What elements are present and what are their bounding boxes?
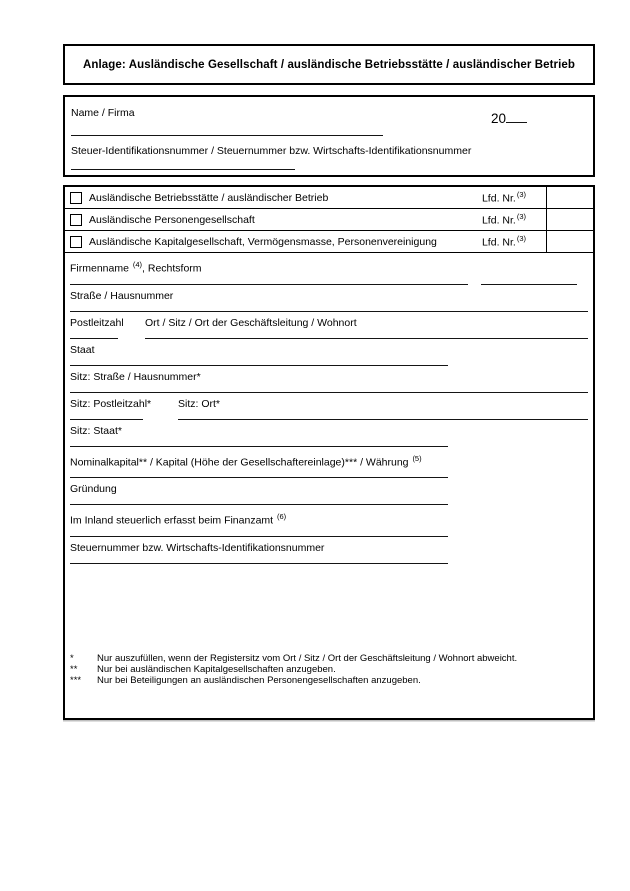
footnote-text: Nur bei ausländischen Kapitalgesellschaften anzugeben. [97, 664, 336, 675]
footnote-ref-3: (3) [516, 212, 526, 222]
staat-label: Staat [70, 343, 95, 356]
lfd-nr-label: Lfd. Nr.$^{(3)}$ [481, 190, 526, 205]
lfd-nr-label: Lfd. Nr.$^{(3)}$ [481, 234, 526, 249]
fields-section [65, 258, 593, 564]
field-steuernummer [70, 542, 588, 564]
checkbox-betriebsstaette[interactable] [70, 192, 82, 204]
field-staat [70, 344, 588, 366]
footnote-ref-3: (3) [516, 234, 526, 244]
finanzamt-label: Im Inland steuerlich erfasst beim Finanzamt $^{(6)}$ [70, 512, 287, 527]
lfd-nr-cell[interactable] [546, 209, 593, 230]
sitz-staat-input-line[interactable] [70, 446, 448, 447]
footnote-symbol: ** [70, 664, 78, 675]
name-firma-input-line[interactable] [71, 135, 383, 136]
entity-row-personengesellschaft [65, 209, 593, 231]
footnote-ref-4: (4) [132, 260, 143, 269]
entity-label: Ausländische Personengesellschaft [89, 213, 255, 226]
firmenname-label: Firmenname $^{(4)}$, Rechtsform [70, 260, 202, 275]
ort-input-line[interactable] [145, 338, 588, 339]
field-sitz-staat [70, 425, 588, 447]
plz-input-line[interactable] [70, 338, 118, 339]
sitz-plz-label: Sitz: Postleitzahl* [70, 397, 152, 410]
sitz-plz-input-line[interactable] [70, 419, 143, 420]
lfd-nr-cell[interactable] [546, 231, 593, 252]
footnote-ref-5: (5) [412, 453, 422, 463]
footnote-3 [70, 675, 585, 686]
header-box [63, 95, 595, 177]
sitz-strasse-input-line[interactable] [70, 392, 588, 393]
year-field[interactable] [491, 110, 527, 126]
footnotes-section [70, 653, 585, 686]
checkbox-personengesellschaft[interactable] [70, 214, 82, 226]
footnote-ref-6: (6) [277, 512, 287, 521]
strasse-label: Straße / Hausnummer [70, 289, 174, 302]
steuernummer-input-line[interactable] [70, 563, 448, 564]
sitz-ort-input-line[interactable] [178, 419, 588, 420]
main-form-box [63, 185, 595, 720]
entity-label: Ausländische Betriebsstätte / ausländischer Betrieb [89, 191, 329, 204]
rechtsform-input-line[interactable] [481, 284, 577, 285]
nominalkapital-label: Nominalkapital** / Kapital (Höhe der Gesellschaftereinlage)*** / Währung $^{(5)}$ [70, 453, 422, 468]
year-input-line[interactable] [506, 110, 527, 123]
field-sitz-plz-ort [70, 398, 588, 420]
entity-row-betriebsstaette [65, 187, 593, 209]
lfd-nr-cell[interactable] [546, 187, 593, 208]
form-title: Anlage: Ausländische Gesellschaft / ausländische Betriebsstätte / ausländischer Betrieb [82, 58, 576, 71]
staat-input-line[interactable] [70, 365, 448, 366]
footnote-symbol: *** [70, 675, 82, 686]
field-firmenname [70, 258, 588, 285]
lfd-nr-label: Lfd. Nr.$^{(3)}$ [481, 212, 526, 227]
finanzamt-input-line[interactable] [70, 536, 448, 537]
year-prefix: 20 [490, 111, 506, 126]
footnote-text: Nur bei Beteiligungen an ausländischen Personengesellschaften anzugeben. [97, 675, 421, 686]
footnote-1 [70, 653, 585, 664]
tax-id-label: Steuer-Identifikationsnummer / Steuernummer bzw. Wirtschafts-Identifikationsnummer [71, 145, 472, 157]
field-finanzamt [70, 510, 588, 537]
steuernummer-label: Steuernummer bzw. Wirtschafts-Identifikationsnummer [70, 541, 325, 554]
field-sitz-strasse [70, 371, 588, 393]
footnote-ref-3: (3) [516, 190, 526, 200]
footnote-text: Nur auszufüllen, wenn der Registersitz vom Ort / Sitz / Ort der Geschäftsleitung / Wohnort abweicht. [97, 653, 518, 664]
strasse-input-line[interactable] [70, 311, 588, 312]
gruendung-label: Gründung [70, 483, 117, 495]
field-gruendung [70, 483, 588, 505]
sitz-ort-label: Sitz: Ort* [178, 397, 221, 410]
entity-row-kapitalgesellschaft [65, 231, 593, 253]
name-firma-label: Name / Firma [71, 107, 135, 119]
footnote-symbol: * [70, 653, 74, 664]
plz-label: Postleitzahl [70, 316, 124, 329]
checkbox-kapitalgesellschaft[interactable] [70, 236, 82, 248]
entity-label: Ausländische Kapitalgesellschaft, Vermögensmasse, Personenvereinigung [89, 235, 437, 248]
form-title-box [63, 44, 595, 85]
sitz-staat-label: Sitz: Staat* [70, 424, 122, 437]
field-plz-ort [70, 317, 588, 339]
ort-label: Ort / Sitz / Ort der Geschäftsleitung / Wohnort [145, 316, 357, 329]
tax-id-input-line[interactable] [71, 169, 295, 170]
gruendung-input-line[interactable] [70, 504, 448, 505]
sitz-strasse-label: Sitz: Straße / Hausnummer* [70, 370, 201, 383]
nominalkapital-input-line[interactable] [70, 477, 448, 478]
field-nominalkapital [70, 452, 588, 479]
field-strasse [70, 290, 588, 312]
firmenname-input-line[interactable] [70, 284, 468, 285]
footnote-2 [70, 664, 585, 675]
